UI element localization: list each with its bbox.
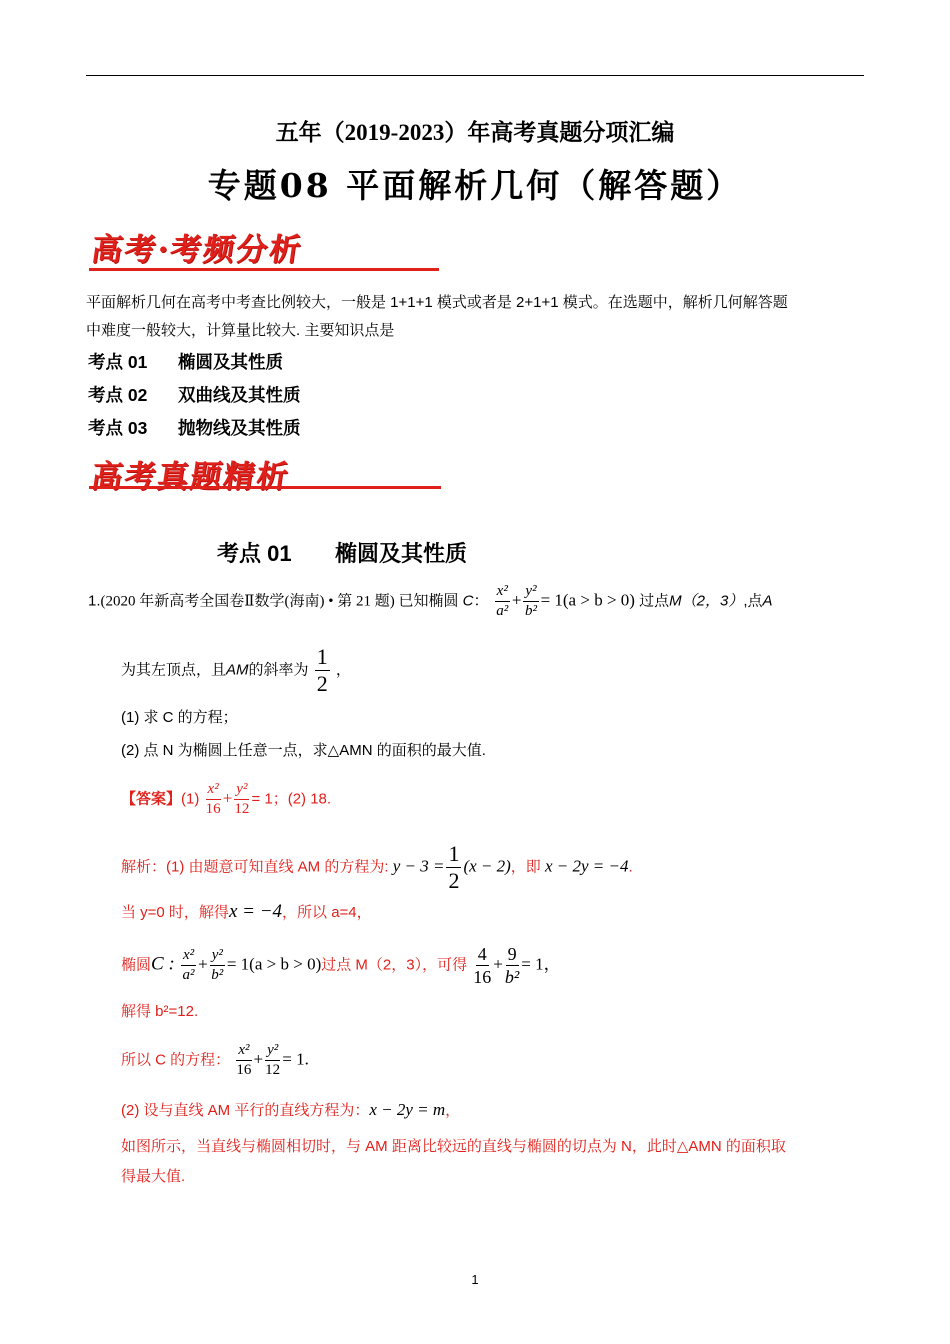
- fraction-one-half: $\frac{1}{2}$: [316, 644, 328, 696]
- point-a-prefix: ,点: [743, 592, 763, 610]
- banner-analysis-underline: [89, 268, 439, 271]
- top-rule: [86, 75, 864, 76]
- fraction-y2-12: $\frac{\text{y²}}{12}$: [234, 781, 250, 817]
- solution-l6-prefix: (2) 设与直线 AM 平行的直线方程为：: [121, 1102, 370, 1119]
- problem-line-2: [121, 646, 351, 695]
- ellipse-condition: = 1(a > b > 0): [540, 590, 635, 610]
- solution-l1-mid: ，即: [510, 858, 541, 876]
- line-eq-simplified: x − 2y = −4: [544, 856, 629, 876]
- fraction-4-16: $\frac{4}{16}$: [473, 944, 492, 987]
- ellipse-condition: = 1(a > b > 0): [226, 954, 322, 974]
- curve-name: C: [462, 592, 474, 610]
- section-heading: [217, 537, 467, 568]
- line-eq-left: y − 3 =: [392, 856, 445, 876]
- answer-tag: 【答案】: [121, 790, 182, 808]
- document-subtitle: 专题08 平面解析几何（解答题）: [207, 166, 743, 205]
- fraction-y2-b2: $\frac{\text{y²}}{\text{b²}}$: [211, 947, 224, 983]
- answer-line: [121, 782, 331, 817]
- banner-exam-underline: [89, 486, 441, 489]
- fraction-x2-16: $\frac{\text{x²}}{16}$: [205, 781, 221, 817]
- solution-l3-eq-end: = 1，: [521, 954, 561, 974]
- answer-part1-prefix: (1): [181, 790, 200, 808]
- x-equals-minus4: x = −4: [228, 901, 283, 922]
- kp-number: 考点 03: [88, 418, 148, 438]
- solution-line-8: 得最大值.: [121, 1168, 186, 1185]
- intro-paragraph: [86, 289, 788, 345]
- knowledge-point-1: [88, 349, 283, 374]
- fraction-y2-12: $\frac{\text{y²}}{12}$: [265, 1042, 281, 1078]
- kp-number: 考点 02: [88, 385, 148, 405]
- solution-l2-prefix: 当 y=0 时，解得: [121, 904, 229, 921]
- fraction-y2-b2: $\frac{\text{y²}}{\text{b²}}$: [524, 583, 537, 619]
- intro-line-1: 平面解析几何在高考中考查比例较大，一般是 1+1+1 模式或者是 2+1+1 模式。在选题中，解析几何解答题: [86, 294, 788, 311]
- section-number: 考点 01: [217, 541, 292, 566]
- banner-exam: 高考真题精析: [88, 459, 293, 495]
- plus-sign: +: [198, 954, 208, 974]
- parallel-line-eq: x − 2y = m: [369, 1100, 446, 1119]
- colon: ：: [473, 592, 489, 610]
- point-m: M（2，3）: [669, 592, 744, 610]
- knowledge-point-2: [88, 382, 301, 407]
- fraction-x2-a2: $\frac{\text{x²}}{\text{a²}}$: [496, 583, 509, 619]
- solution-l3-through: 过点 M（2，3），可得: [321, 956, 468, 974]
- banner-analysis: 高考·考频分析: [88, 232, 305, 268]
- curve-c: C :: [151, 953, 175, 975]
- solution-l2-suffix: ，所以 a=4，: [282, 904, 372, 921]
- solution-l1-end: .: [628, 858, 633, 876]
- fraction-x2-a2: $\frac{\text{x²}}{\text{a²}}$: [182, 947, 195, 983]
- kp-label: 抛物线及其性质: [178, 418, 301, 438]
- solution-line-6: [121, 1096, 460, 1125]
- point-a: A: [762, 592, 773, 610]
- solution-line-3: [121, 945, 561, 986]
- through-text: 过点: [639, 592, 670, 610]
- intro-line-2: 中难度一般较大，计算量比较大. 主要知识点是: [86, 322, 395, 339]
- line-eq-right: (x − 2): [463, 856, 511, 876]
- document-title: 五年（2019-2023）年高考真题分项汇编: [275, 120, 675, 145]
- plus-sign: +: [253, 1049, 264, 1069]
- fraction-9-b2: $\frac{9}{\text{b²}}$: [504, 944, 520, 987]
- plus-sign: +: [493, 954, 503, 974]
- solution-line-5: [121, 1043, 309, 1078]
- solution-line-7: 如图所示，当直线与椭圆相切时，与 AM 距离比较远的直线与椭圆的切点为 N，此时△AMN 的面积取: [121, 1138, 786, 1155]
- section-label: 椭圆及其性质: [335, 541, 468, 566]
- line2-mid: 的斜率为: [248, 661, 309, 679]
- knowledge-point-3: [88, 415, 301, 440]
- fraction-one-half: $\frac{1}{2}$: [448, 841, 460, 893]
- plus-sign: +: [511, 590, 522, 610]
- solution-l6-suffix: ，: [445, 1102, 461, 1119]
- solution-l5-suffix: = 1.: [282, 1049, 309, 1069]
- am-label: AM: [226, 661, 249, 679]
- fraction-x2-16: $\frac{\text{x²}}{16}$: [236, 1042, 252, 1078]
- answer-part1-suffix: = 1；(2) 18.: [251, 790, 332, 808]
- line2-suffix: ，: [335, 661, 351, 679]
- solution-l3-prefix: 椭圆: [121, 956, 152, 974]
- plus-sign: +: [222, 788, 233, 808]
- problem-line-1: [88, 584, 773, 619]
- page-number: 1: [471, 1272, 479, 1287]
- solution-l1-prefix: 解析：(1) 由题意可知直线 AM 的方程为:: [121, 858, 389, 876]
- kp-label: 椭圆及其性质: [178, 352, 283, 372]
- question-1: (1) 求 C 的方程；: [121, 709, 238, 726]
- problem-number: 1.: [88, 592, 101, 610]
- line2-prefix: 为其左顶点，且: [121, 661, 227, 679]
- solution-line-1: [121, 843, 633, 892]
- solution-l5-prefix: 所以 C 的方程：: [121, 1051, 231, 1069]
- problem-source: (2020 年新高考全国卷Ⅱ数学(海南) • 第 21 题) 已知椭圆: [100, 593, 459, 610]
- question-2: (2) 点 N 为椭圆上任意一点，求△AMN 的面积的最大值.: [121, 742, 486, 759]
- solution-line-4: 解得 b²=12.: [121, 1003, 199, 1020]
- solution-line-2: [121, 898, 372, 927]
- kp-label: 双曲线及其性质: [178, 385, 301, 405]
- kp-number: 考点 01: [88, 352, 148, 372]
